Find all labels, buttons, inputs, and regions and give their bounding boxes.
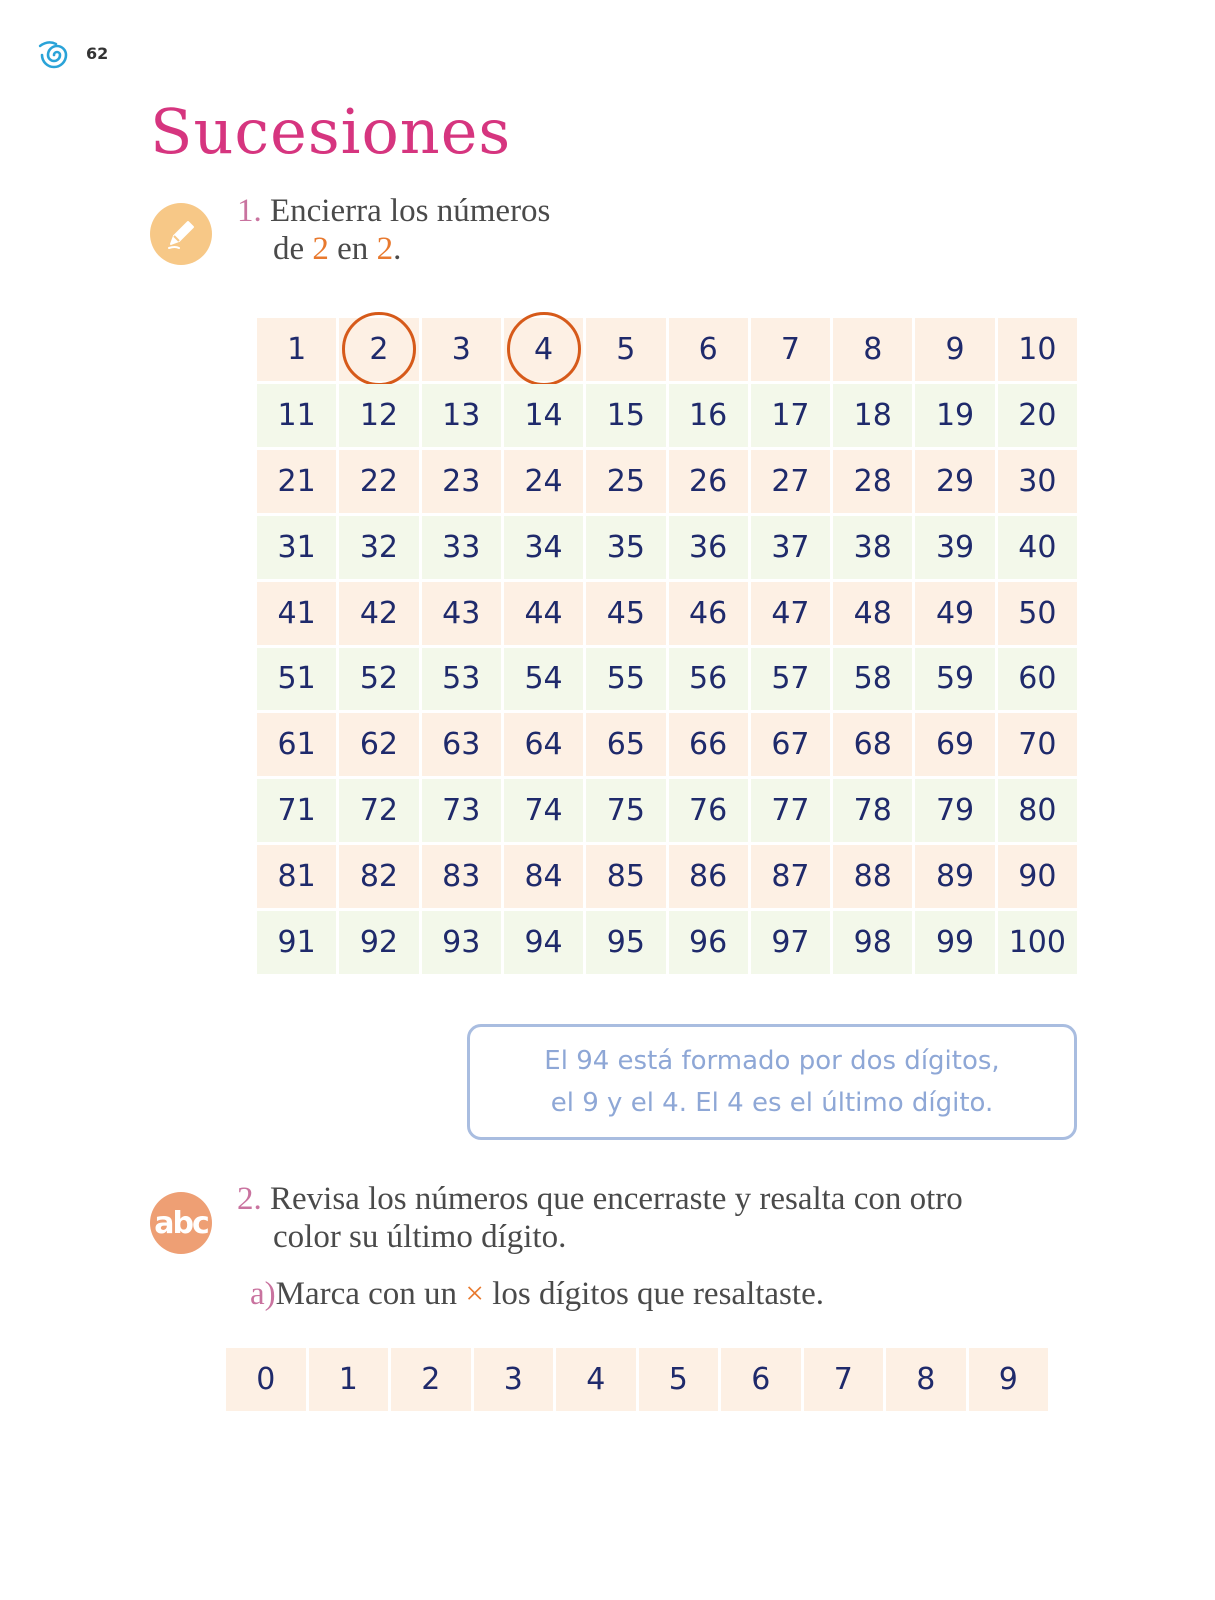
grid-cell[interactable]: 26 bbox=[669, 450, 748, 513]
activity-1-text-b: en bbox=[328, 231, 377, 267]
cross-mark-icon: × bbox=[465, 1276, 484, 1312]
grid-cell[interactable]: 58 bbox=[833, 648, 912, 711]
spiral-icon bbox=[38, 38, 76, 72]
grid-cell[interactable]: 81 bbox=[257, 845, 336, 908]
page-title: Sucesiones bbox=[150, 95, 512, 168]
grid-cell[interactable]: 91 bbox=[257, 911, 336, 974]
grid-cell[interactable]: 68 bbox=[833, 713, 912, 776]
grid-cell[interactable]: 22 bbox=[339, 450, 418, 513]
page-number: 62 bbox=[86, 44, 109, 63]
grid-cell[interactable]: 46 bbox=[669, 582, 748, 645]
grid-cell[interactable]: 36 bbox=[669, 516, 748, 579]
grid-cell[interactable]: 35 bbox=[586, 516, 665, 579]
grid-cell[interactable]: 27 bbox=[751, 450, 830, 513]
activity-2-instruction bbox=[237, 1180, 1097, 1256]
grid-cell[interactable]: 37 bbox=[751, 516, 830, 579]
grid-cell[interactable]: 17 bbox=[751, 384, 830, 447]
activity-2a-text-b: los dígitos que resaltaste. bbox=[492, 1276, 824, 1312]
activity-2a-instruction bbox=[250, 1275, 824, 1313]
grid-cell[interactable]: 1 bbox=[257, 318, 336, 381]
grid-cell[interactable]: 43 bbox=[422, 582, 501, 645]
digit-cell[interactable]: 0 bbox=[226, 1348, 306, 1411]
grid-cell[interactable]: 30 bbox=[998, 450, 1077, 513]
grid-cell[interactable]: 51 bbox=[257, 648, 336, 711]
grid-cell[interactable]: 9 bbox=[915, 318, 994, 381]
grid-cell[interactable]: 65 bbox=[586, 713, 665, 776]
grid-cell[interactable]: 94 bbox=[504, 911, 583, 974]
grid-cell[interactable]: 47 bbox=[751, 582, 830, 645]
grid-cell[interactable]: 77 bbox=[751, 779, 830, 842]
grid-cell[interactable]: 69 bbox=[915, 713, 994, 776]
activity-2-number: 2. bbox=[237, 1181, 262, 1217]
grid-cell[interactable]: 34 bbox=[504, 516, 583, 579]
grid-cell[interactable]: 5 bbox=[586, 318, 665, 381]
grid-cell[interactable]: 45 bbox=[586, 582, 665, 645]
grid-cell[interactable]: 97 bbox=[751, 911, 830, 974]
digit-cell[interactable]: 7 bbox=[804, 1348, 884, 1411]
grid-cell[interactable]: 24 bbox=[504, 450, 583, 513]
grid-cell[interactable]: 74 bbox=[504, 779, 583, 842]
hundred-chart bbox=[257, 318, 1077, 974]
grid-cell[interactable]: 20 bbox=[998, 384, 1077, 447]
grid-cell[interactable]: 40 bbox=[998, 516, 1077, 579]
grid-cell[interactable]: 10 bbox=[998, 318, 1077, 381]
grid-cell[interactable]: 33 bbox=[422, 516, 501, 579]
grid-cell[interactable]: 90 bbox=[998, 845, 1077, 908]
activity-2-text-line2: color su último dígito. bbox=[273, 1219, 567, 1255]
grid-cell[interactable]: 87 bbox=[751, 845, 830, 908]
grid-cell[interactable]: 66 bbox=[669, 713, 748, 776]
grid-cell[interactable]: 14 bbox=[504, 384, 583, 447]
grid-cell[interactable]: 6 bbox=[669, 318, 748, 381]
activity-1-text-c: . bbox=[393, 231, 402, 267]
grid-cell[interactable]: 3 bbox=[422, 318, 501, 381]
grid-cell[interactable]: 92 bbox=[339, 911, 418, 974]
grid-cell[interactable]: 98 bbox=[833, 911, 912, 974]
grid-cell[interactable]: 76 bbox=[669, 779, 748, 842]
grid-cell[interactable]: 53 bbox=[422, 648, 501, 711]
grid-cell[interactable]: 11 bbox=[257, 384, 336, 447]
activity-1-instruction bbox=[237, 192, 657, 268]
pencil-icon bbox=[150, 203, 212, 265]
grid-cell[interactable]: 18 bbox=[833, 384, 912, 447]
grid-cell[interactable]: 25 bbox=[586, 450, 665, 513]
grid-cell[interactable]: 54 bbox=[504, 648, 583, 711]
grid-cell[interactable]: 23 bbox=[422, 450, 501, 513]
grid-cell[interactable]: 78 bbox=[833, 779, 912, 842]
grid-cell[interactable]: 99 bbox=[915, 911, 994, 974]
grid-cell[interactable]: 12 bbox=[339, 384, 418, 447]
digit-cell[interactable]: 9 bbox=[969, 1348, 1049, 1411]
grid-cell[interactable]: 8 bbox=[833, 318, 912, 381]
grid-cell[interactable]: 4 bbox=[504, 318, 583, 381]
grid-cell[interactable]: 71 bbox=[257, 779, 336, 842]
grid-cell[interactable]: 67 bbox=[751, 713, 830, 776]
digit-cell[interactable]: 4 bbox=[556, 1348, 636, 1411]
activity-1-n2: 2 bbox=[376, 231, 394, 267]
grid-cell[interactable]: 57 bbox=[751, 648, 830, 711]
grid-cell[interactable]: 2 bbox=[339, 318, 418, 381]
abc-icon: abc bbox=[150, 1192, 212, 1254]
activity-1-text-line1: Encierra los números bbox=[270, 193, 551, 229]
grid-cell[interactable]: 41 bbox=[257, 582, 336, 645]
tip-line2: el 9 y el 4. El 4 es el último dígito. bbox=[550, 1088, 994, 1118]
grid-cell[interactable]: 73 bbox=[422, 779, 501, 842]
grid-cell[interactable]: 82 bbox=[339, 845, 418, 908]
grid-cell[interactable]: 29 bbox=[915, 450, 994, 513]
grid-cell[interactable]: 16 bbox=[669, 384, 748, 447]
grid-cell[interactable]: 79 bbox=[915, 779, 994, 842]
grid-cell[interactable]: 80 bbox=[998, 779, 1077, 842]
digit-cell[interactable]: 1 bbox=[309, 1348, 389, 1411]
grid-cell[interactable]: 7 bbox=[751, 318, 830, 381]
grid-cell[interactable]: 75 bbox=[586, 779, 665, 842]
grid-cell[interactable]: 96 bbox=[669, 911, 748, 974]
grid-cell[interactable]: 62 bbox=[339, 713, 418, 776]
activity-1-n1: 2 bbox=[312, 231, 329, 267]
tip-line1: El 94 está formado por dos dígitos, bbox=[544, 1046, 1000, 1076]
grid-cell[interactable]: 55 bbox=[586, 648, 665, 711]
grid-cell[interactable]: 88 bbox=[833, 845, 912, 908]
digit-cell[interactable]: 6 bbox=[721, 1348, 801, 1411]
digit-cell[interactable]: 5 bbox=[639, 1348, 719, 1411]
grid-cell[interactable]: 19 bbox=[915, 384, 994, 447]
grid-cell[interactable]: 15 bbox=[586, 384, 665, 447]
grid-cell[interactable]: 38 bbox=[833, 516, 912, 579]
grid-cell[interactable]: 50 bbox=[998, 582, 1077, 645]
activity-2-text-line1: Revisa los números que encerraste y resalta con otro bbox=[270, 1181, 963, 1217]
grid-cell[interactable]: 70 bbox=[998, 713, 1077, 776]
grid-cell[interactable]: 21 bbox=[257, 450, 336, 513]
grid-cell[interactable]: 89 bbox=[915, 845, 994, 908]
grid-cell[interactable]: 42 bbox=[339, 582, 418, 645]
activity-2a-letter: a) bbox=[250, 1276, 276, 1312]
digit-cell[interactable]: 3 bbox=[474, 1348, 554, 1411]
grid-cell[interactable]: 56 bbox=[669, 648, 748, 711]
grid-cell[interactable]: 84 bbox=[504, 845, 583, 908]
activity-2a-text-a: Marca con un bbox=[275, 1276, 458, 1312]
activity-1-number: 1. bbox=[237, 193, 262, 229]
grid-cell[interactable]: 60 bbox=[998, 648, 1077, 711]
grid-cell[interactable]: 83 bbox=[422, 845, 501, 908]
grid-cell[interactable]: 95 bbox=[586, 911, 665, 974]
grid-cell[interactable]: 39 bbox=[915, 516, 994, 579]
tip-box bbox=[467, 1024, 1077, 1140]
activity-1-text-a: de bbox=[273, 231, 313, 267]
grid-cell[interactable]: 49 bbox=[915, 582, 994, 645]
grid-cell[interactable]: 52 bbox=[339, 648, 418, 711]
grid-cell[interactable]: 72 bbox=[339, 779, 418, 842]
digit-row bbox=[226, 1348, 1048, 1411]
grid-cell[interactable]: 86 bbox=[669, 845, 748, 908]
grid-cell[interactable]: 100 bbox=[998, 911, 1077, 974]
grid-cell[interactable]: 64 bbox=[504, 713, 583, 776]
grid-cell[interactable]: 32 bbox=[339, 516, 418, 579]
grid-cell[interactable]: 31 bbox=[257, 516, 336, 579]
grid-cell[interactable]: 59 bbox=[915, 648, 994, 711]
grid-cell[interactable]: 85 bbox=[586, 845, 665, 908]
grid-cell[interactable]: 44 bbox=[504, 582, 583, 645]
grid-cell[interactable]: 93 bbox=[422, 911, 501, 974]
digit-cell[interactable]: 2 bbox=[391, 1348, 471, 1411]
grid-cell[interactable]: 63 bbox=[422, 713, 501, 776]
grid-cell[interactable]: 61 bbox=[257, 713, 336, 776]
digit-cell[interactable]: 8 bbox=[886, 1348, 966, 1411]
grid-cell[interactable]: 13 bbox=[422, 384, 501, 447]
grid-cell[interactable]: 28 bbox=[833, 450, 912, 513]
grid-cell[interactable]: 48 bbox=[833, 582, 912, 645]
